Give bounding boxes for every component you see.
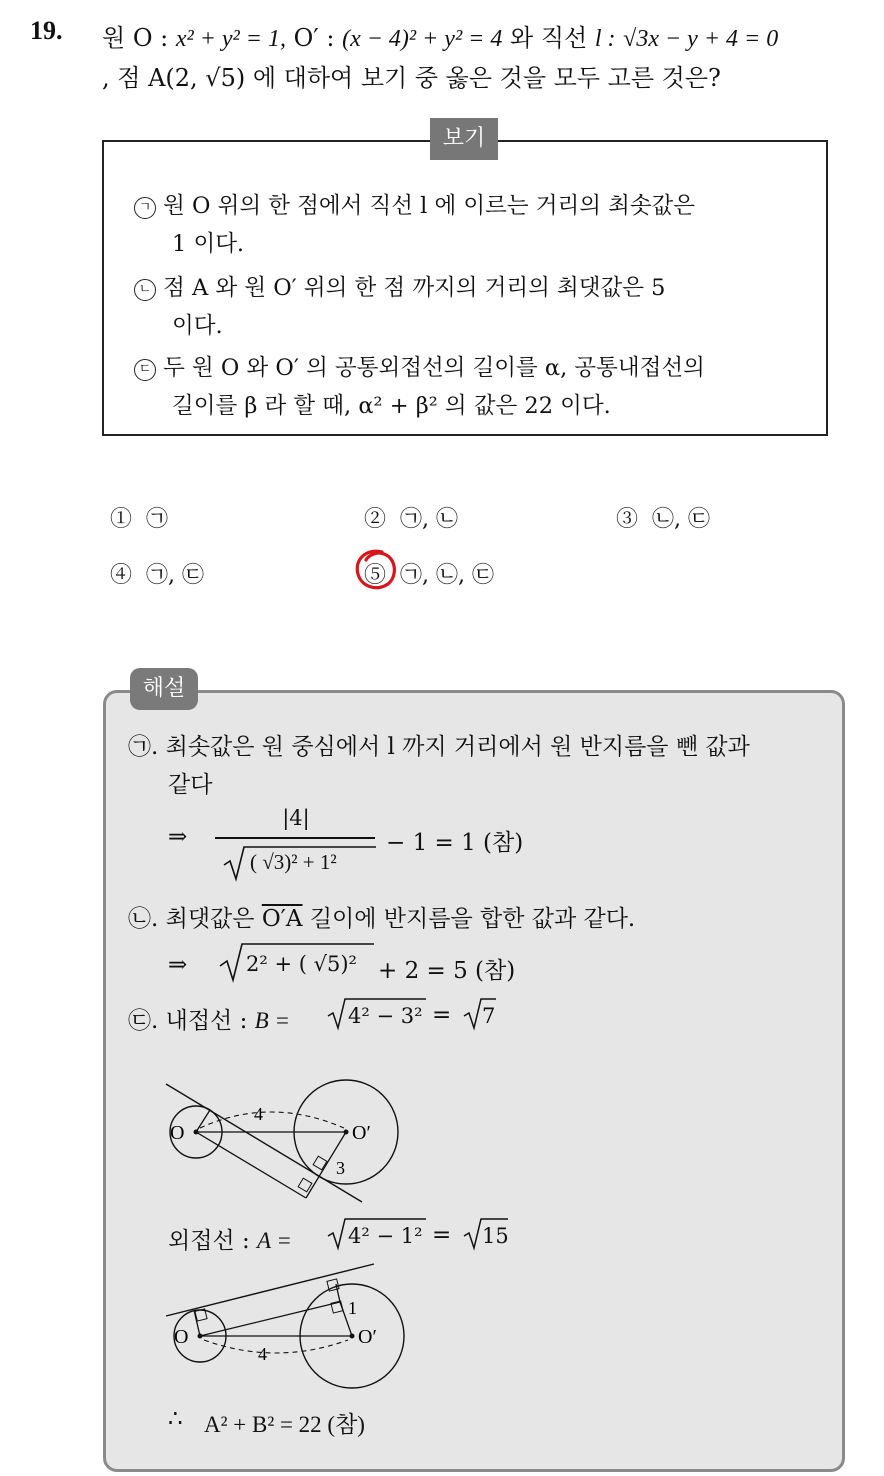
bogi-item-3-line1: ㄷ 두 원 O 와 O′ 의 공통외접선의 길이를 α, 공통내접선의 [134, 350, 705, 382]
choice-4[interactable]: ④ ㉠, ㉢ [110, 563, 205, 588]
solution-a-denominator: ( √3)² + 1² [250, 850, 337, 874]
answer-circle-mark [352, 546, 402, 594]
fig2-label-radius: 1 [348, 1298, 357, 1318]
solution-therefore: ∴ [168, 1406, 183, 1432]
solution-c-outer-eq: = [432, 1222, 452, 1248]
solution-b-line: ㉡. 최댓값은 O′A 길이에 반지름을 합한 값과 같다. [128, 906, 636, 932]
bogi-item-2-line1: ㄴ 점 A 와 원 O′ 위의 한 점 까지의 거리의 최댓값은 5 [134, 270, 665, 302]
q-eq-line: √3x − y + 4 = 0 [623, 26, 779, 52]
solution-c-inner-result: 7 [482, 1004, 496, 1028]
solution-a-line1: ㉠. 최솟값은 원 중심에서 l 까지 거리에서 원 반지름을 뺀 값과 [128, 734, 750, 760]
bogi-item-1-line2: 1 이다. [172, 231, 245, 257]
q-circle-o-prime: O′ : [293, 24, 335, 52]
figure-internal-tangent [160, 1076, 410, 1206]
solution-title: 해설 [130, 668, 198, 710]
bogi-marker-1: ㄱ [134, 197, 156, 219]
bogi-marker-2: ㄴ [134, 279, 156, 301]
solution-conclusion: A² + B² = 22 (참) [204, 1412, 365, 1437]
solution-a-result: − 1 = 1 (참) [386, 830, 524, 856]
solution-c-outer-result: 15 [482, 1224, 509, 1248]
choice-2[interactable]: ② ㉠, ㉡ [364, 507, 459, 532]
fig1-label-radius: 3 [336, 1158, 345, 1178]
choice-5[interactable]: ⑤ ㉠, ㉡, ㉢ [364, 563, 494, 588]
q-line-word: 직선 [540, 24, 588, 52]
solution-c-inner: ㉢. 내접선 : B = [128, 1008, 290, 1034]
question-line-2: , 점 A(2, √5) 에 대하여 보기 중 옳은 것을 모두 고른 것은? [102, 64, 721, 92]
solution-b-marker: ㉡. [128, 906, 159, 932]
solution-a-numerator: |4| [282, 806, 310, 830]
solution-c-marker: ㉢. [128, 1008, 159, 1034]
fig1-label-o-prime: O′ [352, 1122, 371, 1144]
bogi-item-1-line1: ㄱ 원 O 위의 한 점에서 직선 l 에 이르는 거리의 최솟값은 [134, 188, 695, 220]
solution-b-arrow: ⇒ [168, 952, 188, 978]
figure-external-tangent [160, 1262, 420, 1392]
bogi-title: 보기 [430, 118, 498, 160]
fig2-label-o-prime: O′ [358, 1326, 377, 1348]
solution-c-inner-eq: = [432, 1002, 452, 1028]
solution-c-outer: 외접선 : A = [168, 1228, 292, 1254]
solution-a-arrow: ⇒ [168, 824, 188, 850]
bogi-item-2-line2: 이다. [172, 313, 223, 339]
solution-c-outer-radicand: 4² − 1² [348, 1224, 423, 1248]
fraction-bar [215, 837, 375, 839]
segment-o-prime-a: O′A [261, 906, 303, 932]
q-prefix: 원 O : [102, 24, 169, 52]
choice-1[interactable]: ① ㉠ [110, 507, 169, 532]
solution-c-inner-radicand: 4² − 3² [348, 1004, 423, 1028]
q-line-name: l : [594, 26, 616, 52]
fig1-label-dist: 4 [254, 1104, 263, 1124]
bogi-marker-3: ㄷ [134, 359, 156, 381]
q-eq-circle-o-prime: (x − 4)² + y² = 4 [342, 26, 503, 52]
bogi-item-3-line2: 길이를 β 라 할 때, α² + β² 의 값은 22 이다. [172, 393, 611, 419]
solution-b-result: + 2 = 5 (참) [378, 958, 516, 984]
solution-b-radicand: 2² + ( √5)² [246, 952, 357, 976]
fig2-label-dist: 4 [258, 1344, 267, 1364]
fig1-label-o: O [170, 1122, 185, 1144]
fig2-label-o: O [174, 1326, 189, 1348]
q-conj: 와 [509, 24, 534, 52]
question-line-1 [102, 18, 778, 53]
q-eq-circle-o: x² + y² = 1, [175, 26, 286, 52]
question-number: 19. [30, 16, 63, 45]
choice-3[interactable]: ③ ㉡, ㉢ [616, 507, 711, 532]
solution-a-line2: 같다 [168, 772, 213, 798]
solution-a-marker: ㉠. [128, 734, 159, 760]
